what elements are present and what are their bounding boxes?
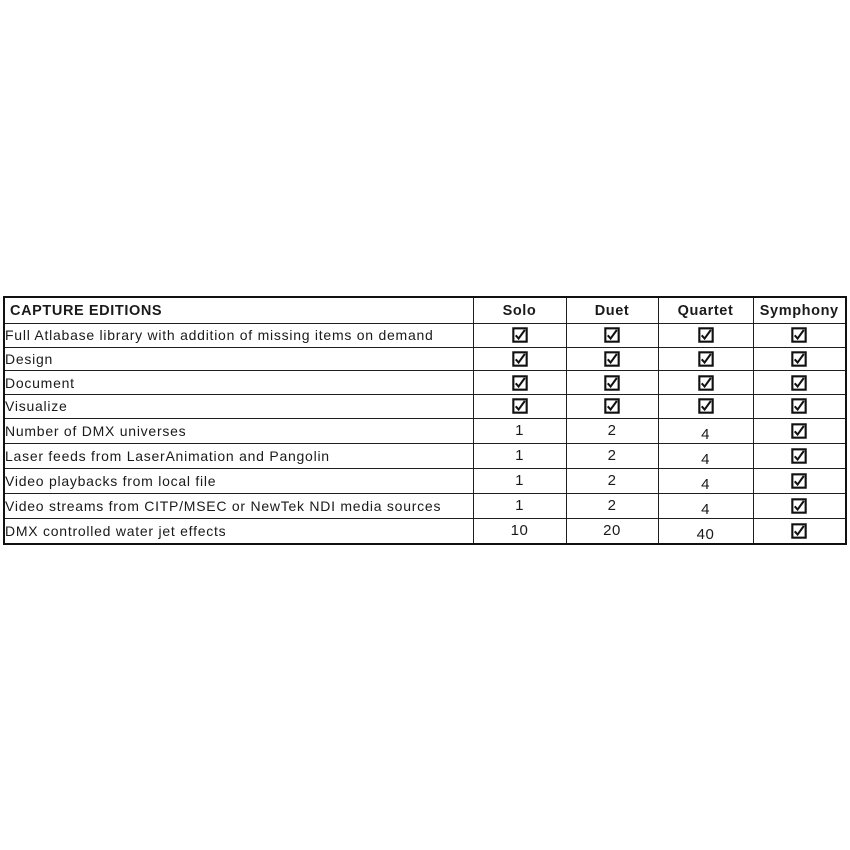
feature-table-body [4,324,846,545]
value-cell-solo [473,347,566,371]
value-cell-symphony [753,468,846,493]
checkbox-checked-icon [791,351,807,367]
value-number: 2 [607,472,617,490]
checkbox-checked-icon [512,375,528,391]
value-cell-duet [566,394,658,418]
value-cell-solo [473,468,566,493]
value-cell-solo [473,418,566,443]
value-cell-duet [566,347,658,371]
value-cell-quartet [658,518,753,544]
value-cell-symphony [753,347,846,371]
value-cell-duet [566,518,658,544]
feature-row [4,347,846,371]
checkbox-checked-icon [791,375,807,391]
header-row [4,297,846,324]
value-cell-solo [473,324,566,348]
value-cell-quartet [658,347,753,371]
checkbox-checked-icon [791,327,807,343]
value-number: 1 [515,422,524,440]
value-number: 40 [696,526,715,544]
value-cell-symphony [753,518,846,544]
column-header-quartet: Quartet [658,297,753,324]
feature-label: Document [4,371,473,395]
value-number: 20 [603,522,621,540]
value-cell-duet [566,493,658,518]
feature-row [4,394,846,418]
checkbox-checked-icon [512,327,528,343]
value-number: 4 [701,501,710,519]
value-cell-symphony [753,394,846,418]
feature-row [4,418,846,443]
value-cell-quartet [658,324,753,348]
feature-label: Video streams from CITP/MSEC or NewTek NDI media sources [4,493,473,518]
feature-label: DMX controlled water jet effects [4,518,473,544]
table-title: CAPTURE EDITIONS [4,297,473,324]
value-number: 1 [515,472,524,490]
value-number: 2 [607,497,617,515]
value-cell-symphony [753,418,846,443]
feature-label: Video playbacks from local file [4,468,473,493]
checkbox-checked-icon [791,523,807,539]
value-cell-solo [473,443,566,468]
feature-row [4,518,846,544]
value-cell-duet [566,418,658,443]
value-cell-solo [473,394,566,418]
feature-row [4,443,846,468]
capture-editions-table [3,296,847,545]
column-header-solo: Solo [473,297,566,324]
checkbox-checked-icon [604,375,620,391]
value-cell-quartet [658,443,753,468]
value-cell-symphony [753,493,846,518]
value-cell-quartet [658,468,753,493]
value-number: 4 [701,476,710,494]
checkbox-checked-icon [604,398,620,414]
value-cell-symphony [753,324,846,348]
value-number: 10 [510,522,529,540]
value-cell-quartet [658,371,753,395]
checkbox-checked-icon [791,448,807,464]
value-cell-duet [566,443,658,468]
value-number: 4 [701,426,710,444]
checkbox-checked-icon [791,398,807,414]
feature-row [4,371,846,395]
value-cell-quartet [658,418,753,443]
feature-label: Visualize [4,394,473,418]
feature-label: Full Atlabase library with addition of missing items on demand [4,324,473,348]
value-cell-solo [473,493,566,518]
value-number: 1 [515,497,524,515]
feature-label: Design [4,347,473,371]
checkbox-checked-icon [604,351,620,367]
feature-row [4,468,846,493]
feature-label: Number of DMX universes [4,418,473,443]
feature-label: Laser feeds from LaserAnimation and Pangolin [4,443,473,468]
value-cell-duet [566,324,658,348]
value-cell-solo [473,518,566,544]
value-cell-solo [473,371,566,395]
checkbox-checked-icon [791,423,807,439]
value-number: 2 [607,422,617,440]
value-number: 2 [607,447,617,465]
value-number: 1 [515,447,524,465]
value-cell-duet [566,371,658,395]
value-number: 4 [701,451,710,469]
column-header-duet: Duet [566,297,658,324]
value-cell-quartet [658,493,753,518]
checkbox-checked-icon [791,473,807,489]
value-cell-quartet [658,394,753,418]
checkbox-checked-icon [698,375,714,391]
checkbox-checked-icon [791,498,807,514]
value-cell-symphony [753,443,846,468]
checkbox-checked-icon [512,398,528,414]
value-cell-symphony [753,371,846,395]
checkbox-checked-icon [512,351,528,367]
checkbox-checked-icon [698,327,714,343]
value-cell-duet [566,468,658,493]
feature-row [4,324,846,348]
checkbox-checked-icon [698,398,714,414]
column-header-symphony: Symphony [753,297,846,324]
checkbox-checked-icon [698,351,714,367]
checkbox-checked-icon [604,327,620,343]
feature-row [4,493,846,518]
